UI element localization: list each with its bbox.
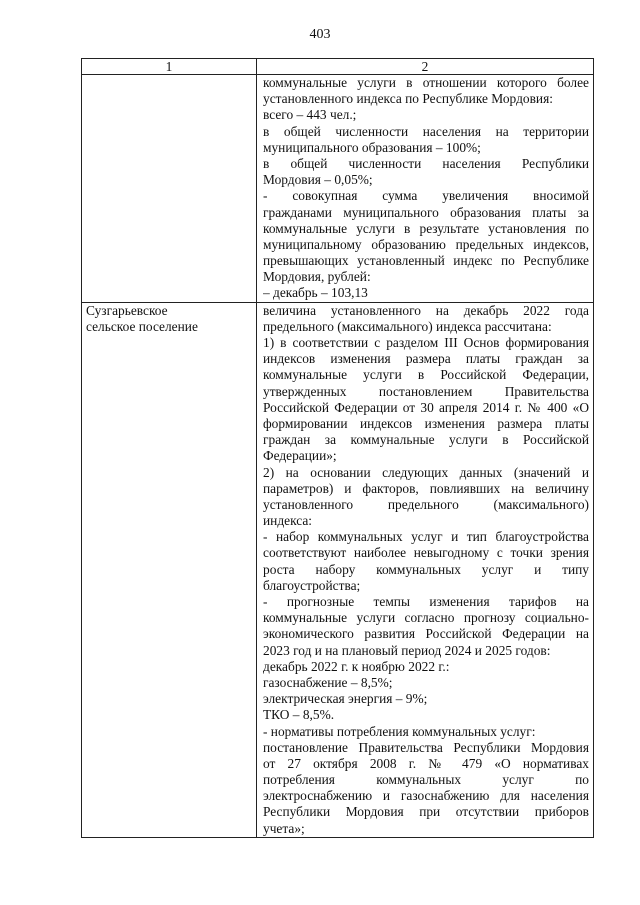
municipality-cell xyxy=(82,302,257,837)
text-line: ТКО – 8,5%. xyxy=(263,707,335,723)
text-line: 2023 год и на плановый период 2024 и 2025 годов: xyxy=(263,642,551,658)
text-line: коммунальные услуги в Российской Федерации, xyxy=(263,367,589,383)
text-line: – декабрь – 103,13 xyxy=(263,285,368,301)
text-line: учета»; xyxy=(263,820,305,836)
text-line: параметров) и факторов, повлиявших на величину xyxy=(263,480,589,496)
text-line: муниципального образования – 100%; xyxy=(263,139,481,155)
text-line: граждан за коммунальные услуги в Российской xyxy=(263,432,589,448)
text-line: формировании индексов изменения размера платы xyxy=(263,415,589,431)
text-line: Республики Мордовия при отсутствии приборов xyxy=(263,804,589,820)
text-line: постановление Правительства Республики Мордовия xyxy=(263,739,589,755)
text-line: соответствуют наиболее невыгодному с точки зрения xyxy=(263,545,589,561)
table-row xyxy=(82,75,594,303)
text-line: гражданами муниципального образования платы за xyxy=(263,204,589,220)
text-line: экономического развития Российской Федерации на xyxy=(263,626,589,642)
text-line: - набор коммунальных услуг и тип благоустройства xyxy=(263,529,589,545)
text-line: Мордовия – 0,05%; xyxy=(263,172,373,188)
text-line: газоснабжение – 8,5%; xyxy=(263,674,393,690)
text-line: коммунальные услуги в результате установления по xyxy=(263,220,589,236)
text-line: 2) на основании следующих данных (значений и xyxy=(263,464,589,480)
text-line: установленного индекса по Республике Мордовия: xyxy=(263,91,553,107)
table-row xyxy=(82,302,594,837)
municipality-cell xyxy=(82,75,257,303)
text-line: электроснабжению и газоснабжению для населения xyxy=(263,788,589,804)
text-line: в общей численности населения Республики xyxy=(263,155,589,171)
document-table xyxy=(81,58,594,838)
text-line: благоустройства; xyxy=(263,577,361,593)
text-line: величина установленного на декабрь 2022 года xyxy=(263,302,589,318)
text-line: - нормативы потребления коммунальных услуг: xyxy=(263,723,536,739)
text-line: утвержденных постановлением Правительства xyxy=(263,383,589,399)
table-header-row xyxy=(82,59,594,75)
text-line: роста набору коммунальных услуг и типу xyxy=(263,561,589,577)
text-line: установленного предельного (максимального) xyxy=(263,496,589,512)
municipality-name-line: Сузгарьевское xyxy=(86,302,168,318)
column-header-2: 2 xyxy=(257,59,594,75)
text-line: Мордовия, рублей: xyxy=(263,269,371,285)
text-line: Российской Федерации от 30 апреля 2014 г. № 400 «О xyxy=(263,399,589,415)
text-line: в общей численности населения на территории xyxy=(263,123,589,139)
text-line: - прогнозные темпы изменения тарифов на xyxy=(263,594,589,609)
text-line: индексов изменения размера платы граждан за xyxy=(263,351,589,367)
text-line: - совокупная сумма увеличения вносимой xyxy=(263,188,589,204)
text-line: предельного (максимального) индекса рассчитана: xyxy=(263,318,552,334)
text-line: декабрь 2022 г. к ноябрю 2022 г.: xyxy=(263,658,450,674)
text-line: коммунальные услуги в отношении которого более xyxy=(263,75,589,90)
municipality-name-line: сельское поселение xyxy=(86,318,198,334)
text-line: Федерации»; xyxy=(263,448,337,464)
text-line: от 27 октября 2008 г. № 479 «О нормативах xyxy=(263,755,589,771)
text-line: индекса: xyxy=(263,513,313,529)
description-cell xyxy=(257,75,594,303)
text-line: всего – 443 чел.; xyxy=(263,107,357,123)
text-line: потребления коммунальных услуг по xyxy=(263,772,589,788)
text-line: электрическая энергия – 9%; xyxy=(263,691,428,707)
column-header-1: 1 xyxy=(82,59,257,75)
text-line: муниципальному образованию предельных индексов, xyxy=(263,236,589,252)
description-cell xyxy=(257,302,594,837)
page-number: 403 xyxy=(309,27,331,42)
text-line: коммунальные услуги согласно прогнозу социально- xyxy=(263,610,589,626)
text-line: 1) в соответствии с разделом III Основ формирования xyxy=(263,335,589,350)
text-line: превышающих установленный индекс по Республике xyxy=(263,253,589,269)
